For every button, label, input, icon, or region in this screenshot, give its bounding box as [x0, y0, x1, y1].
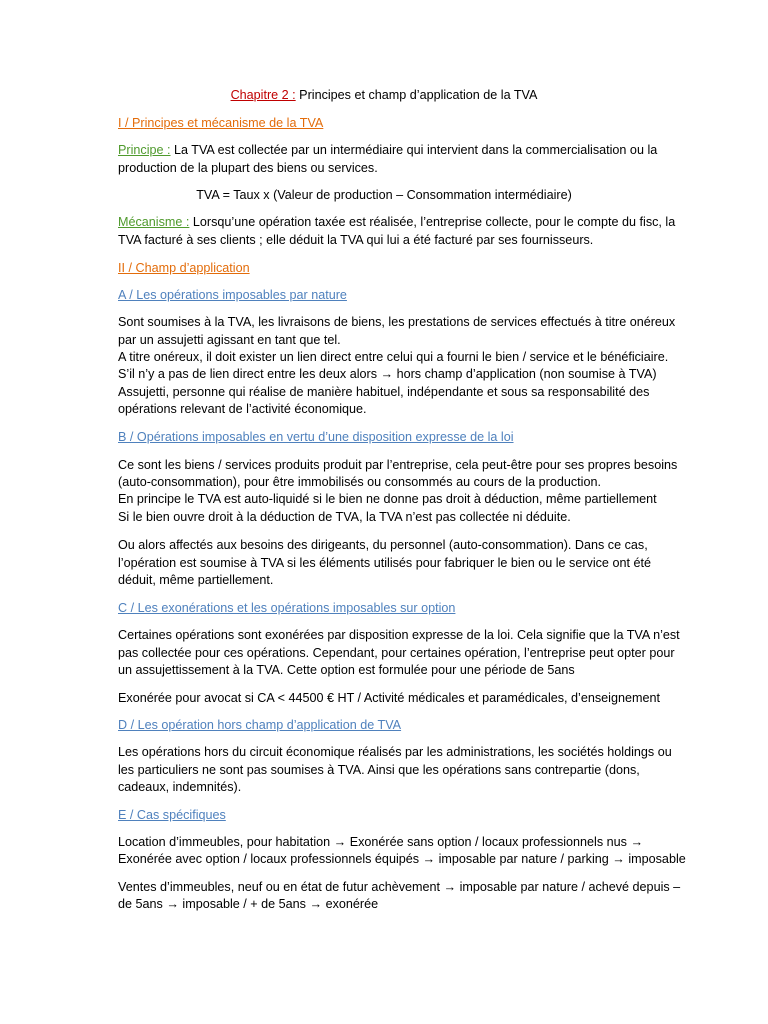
text-line: Exonérée avec option / locaux professionnels équipés → imposable par nature / parking → imposable	[118, 852, 686, 866]
text-line: Certaines opérations sont exonérées par disposition expresse de la loi. Cela signifie que la TVA n’est	[118, 628, 680, 642]
subsection-heading-c: C / Les exonérations et les opérations imposables sur option	[118, 601, 456, 615]
text-line: cadeaux, indemnités).	[118, 780, 242, 794]
subsection-heading-e: E / Cas spécifiques	[118, 808, 226, 822]
text-line: Les opérations hors du circuit économique réalisés par les administrations, les sociétés holdings ou	[118, 745, 672, 759]
text-line: de 5ans → imposable / + de 5ans → exonérée	[118, 897, 379, 911]
section-heading-champ: II / Champ d’application	[118, 261, 250, 275]
subsection-heading-d: D / Les opération hors champ d’application de TVA	[118, 718, 402, 732]
subsection-heading-a: A / Les opérations imposables par nature	[118, 288, 347, 302]
text-line: Sont soumises à la TVA, les livraisons de biens, les prestations de services effectués à titre onéreux	[118, 315, 676, 329]
tva-formula: TVA = Taux x (Valeur de production – Consommation intermédiaire)	[196, 188, 572, 202]
text-line: A titre onéreux, il doit exister un lien direct entre celui qui a fourni le bien / service et le bénéficiaire.	[118, 350, 669, 364]
text-line: Assujetti, personne qui réalise de manière habituel, indépendante et sous sa responsabilité des	[118, 385, 650, 399]
text-line: Ce sont les biens / services produits produit par l’entreprise, cela peut-être pour ses propres besoins	[118, 458, 678, 472]
text-line: opérations relevant de l’activité économique.	[118, 402, 367, 416]
text-line: S’il n’y a pas de lien direct entre les deux alors → hors champ d’application (non soumise à TVA)	[118, 367, 657, 381]
text-line: En principe le TVA est auto-liquidé si le bien ne donne pas droit à déduction, même partiellement	[118, 492, 657, 506]
text-line: déduit, même partiellement.	[118, 573, 274, 587]
mecanisme-paragraph-line1	[118, 213, 675, 231]
text-line: Ventes d’immeubles, neuf ou en état de futur achèvement → imposable par nature / achevé depuis –	[118, 880, 681, 894]
page-title	[0, 86, 768, 104]
section-heading-principes: I / Principes et mécanisme de la TVA	[118, 116, 324, 130]
principe-paragraph-line2: production de la plupart des biens ou services.	[118, 161, 378, 175]
text-line: un assujettissement à la TVA. Cette option est formulée pour une période de 5ans	[118, 663, 575, 677]
text-line: (auto-consommation), pour être immobilisés ou consommés au cours de la production.	[118, 475, 601, 489]
mecanisme-text: Lorsqu’une opération taxée est réalisée, l’entreprise collecte, pour le compte du fisc, la	[189, 215, 676, 229]
mecanisme-label: Mécanisme :	[118, 215, 190, 229]
subsection-heading-b: B / Opérations imposables en vertu d’une disposition expresse de la loi	[118, 430, 514, 444]
text-line: Exonérée pour avocat si CA < 44500 € HT / Activité médicales et paramédicales, d’enseignement	[118, 691, 660, 705]
text-line: les particuliers ne sont pas soumises à TVA. Ainsi que les opérations sans contrepartie (dons,	[118, 763, 640, 777]
text-line: l’opération est soumise à TVA si les éléments utilisés pour fabriquer le bien ou le service ont été	[118, 556, 651, 570]
text-line: Si le bien ouvre droit à la déduction de TVA, la TVA n’est pas collectée ni déduite.	[118, 510, 571, 524]
text-line: pas collectée pour ces opérations. Cependant, pour certaines opération, l’entreprise peut opter pour	[118, 646, 675, 660]
principe-paragraph-line1	[118, 141, 657, 159]
principe-text: La TVA est collectée par un intermédiaire qui intervient dans la commercialisation ou la	[170, 143, 658, 157]
chapter-title: Principes et champ d’application de la TVA	[295, 88, 538, 102]
text-line: Ou alors affectés aux besoins des dirigeants, du personnel (auto-consommation). Dans ce cas,	[118, 538, 648, 552]
text-line: par un assujetti agissant en tant que tel.	[118, 333, 341, 347]
text-line: Location d’immeubles, pour habitation → Exonérée sans option / locaux professionnels nus →	[118, 835, 644, 849]
mecanisme-paragraph-line2: TVA facturé à ses clients ; elle déduit la TVA qui lui a été facturé par ses fournisseurs.	[118, 233, 594, 247]
chapter-label: Chapitre 2 :	[230, 88, 296, 102]
principe-label: Principe :	[118, 143, 171, 157]
